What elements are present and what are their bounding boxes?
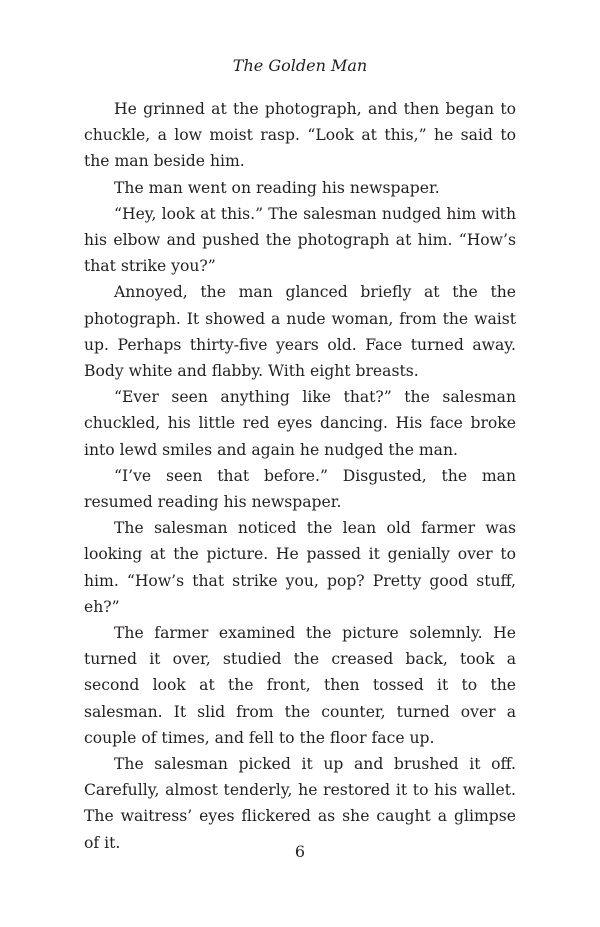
page-number: 6 [294,842,306,861]
body-text [84,96,516,856]
paragraph: “I’ve seen that before.” Disgusted, the man resumed reading his newspaper. [84,466,516,512]
paragraph: The man went on reading his newspaper. [114,178,440,197]
paragraph: The salesman noticed the lean old farmer was looking at the picture. He passed it genially over to him. “How’s that strike you, pop? Pretty good stuff, eh?” [84,519,516,616]
paragraph: The farmer examined the picture solemnly. He turned it over, studied the creased back, took a second look at the front, then tossed it to the salesman. It slid from the counter, turned over a couple of times, and fell to the floor face up. [84,624,516,747]
paragraph: The salesman picked it up and brushed it off. Carefully, almost tenderly, he restored it to his wallet. The waitress’ eyes flickered as she caught a glimpse of it. [84,755,516,852]
paragraph: Annoyed, the man glanced briefly at the the photograph. It showed a nude woman, from the waist up. Perhaps thirty-five years old. Face turned away. Body white and flabby. With eight breasts. [84,283,516,381]
paragraph: “Ever seen anything like that?” the salesman chuckled, his little red eyes dancing. His face broke into lewd smiles and again he nudged the man. [84,388,516,459]
paragraph: “Hey, look at this.” The salesman nudged him with his elbow and pushed the photograph at him. “How’s that strike you?” [84,204,516,276]
paragraph: He grinned at the photograph, and then began to chuckle, a low moist rasp. “Look at this,” he said to the man beside him. [84,100,516,171]
running-head: The Golden Man [232,56,368,75]
